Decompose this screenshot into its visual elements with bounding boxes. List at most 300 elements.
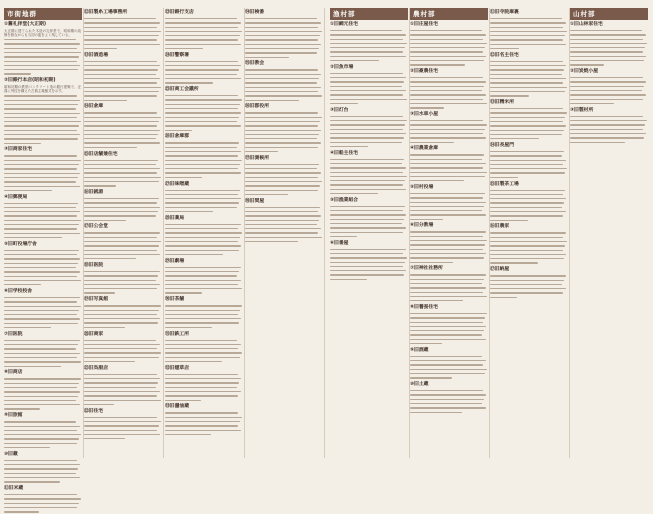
text-line (4, 258, 80, 259)
entry-text-lines (245, 17, 323, 60)
entry-title: ⑫旧製糸工場事務所 (84, 10, 128, 15)
text-line (330, 172, 403, 173)
entry (490, 100, 568, 141)
text-line (84, 258, 136, 259)
text-line (165, 275, 237, 276)
text-line (410, 219, 443, 220)
text-line (165, 142, 239, 143)
text-line (4, 267, 76, 268)
entry-text-lines (4, 94, 82, 146)
text-line (410, 369, 487, 370)
text-line (410, 300, 463, 301)
text-line (330, 90, 406, 91)
text-line (165, 35, 240, 36)
entry (330, 151, 408, 196)
entry (84, 366, 162, 407)
text-line (410, 120, 483, 121)
text-line (330, 73, 403, 74)
text-line (4, 400, 76, 401)
text-line (330, 189, 406, 190)
text-line (490, 288, 566, 289)
text-line (4, 203, 78, 204)
entry-title: ④旧郵便局 (4, 194, 28, 200)
entry-title: ㉗旧味噌蔵 (165, 181, 189, 187)
entry-title: ⑤旧漁業組合 (330, 197, 359, 203)
text-line (165, 267, 241, 268)
text-line (165, 250, 239, 251)
text-line (490, 250, 563, 251)
entry-title: ㊲旧測候所 (245, 155, 269, 161)
text-line (4, 498, 81, 499)
text-line (245, 215, 321, 216)
entry (245, 156, 323, 197)
text-line (490, 241, 567, 242)
text-line (4, 353, 80, 354)
text-line (4, 447, 50, 448)
text-line (84, 310, 159, 311)
entry-body: 昭和初期の鉄筋コンクリート造の銀行建築で、正面に列柱を構えた古典主義様式を示す。 (4, 84, 81, 94)
entry-title: ⑳旧商家 (84, 331, 104, 337)
text-line (570, 30, 642, 31)
text-line (84, 374, 157, 375)
text-line (84, 172, 157, 173)
text-line (165, 374, 238, 375)
entry (4, 486, 82, 514)
text-line (4, 65, 80, 66)
text-line (490, 215, 563, 216)
section-header: 山村部 (570, 8, 648, 20)
text-line (84, 121, 159, 122)
text-line (84, 284, 160, 285)
text-line (4, 39, 76, 40)
text-line (84, 241, 161, 242)
entry-text-lines (245, 205, 323, 244)
entry-title: ㉙旧劇場 (165, 258, 185, 264)
text-line (4, 134, 80, 135)
text-line (245, 164, 319, 165)
text-line (330, 124, 405, 125)
text-line (84, 352, 161, 353)
text-line (165, 352, 242, 353)
text-line (84, 117, 161, 118)
entry-title: ③旧商家住宅 (4, 147, 33, 153)
text-line (330, 159, 404, 160)
text-line (4, 143, 41, 144)
text-line (490, 164, 563, 165)
text-line (84, 404, 114, 405)
entry-title: ①旧山林家住宅 (570, 22, 603, 27)
text-line (4, 263, 78, 264)
text-line (570, 56, 646, 57)
entry-title: ㉘旧薬局 (165, 215, 185, 221)
entry-text-lines (4, 295, 82, 329)
text-line (4, 327, 51, 328)
text-line (490, 220, 528, 221)
text-line (165, 348, 238, 349)
text-line (410, 394, 486, 395)
text-line (84, 147, 137, 148)
text-line (4, 301, 77, 302)
text-line (165, 65, 241, 66)
text-line (410, 142, 454, 143)
text-line (330, 94, 403, 95)
text-line (4, 121, 81, 122)
text-line (570, 86, 644, 87)
text-line (410, 51, 483, 52)
entry (165, 297, 243, 329)
text-line (4, 426, 80, 427)
entry-text-lines (410, 389, 488, 415)
text-line (84, 164, 156, 165)
text-line (245, 112, 318, 113)
text-line (165, 284, 238, 285)
text-line (165, 125, 241, 126)
text-line (4, 477, 80, 478)
text-line (330, 274, 404, 275)
text-line (410, 240, 487, 241)
entry-title: ㉓旧銀行支店 (165, 10, 194, 15)
text-line (245, 172, 321, 173)
text-line (245, 121, 320, 122)
entry-text-lines (490, 274, 568, 300)
text-line (4, 215, 77, 216)
text-line (165, 211, 213, 212)
text-line (330, 232, 403, 233)
text-line (410, 339, 486, 340)
text-line (4, 387, 77, 388)
entry-title: ⑤旧町役場庁舎 (4, 241, 37, 247)
text-line (165, 357, 240, 358)
text-line (245, 78, 319, 79)
text-line (330, 129, 403, 130)
text-line (490, 108, 563, 109)
entry-text-lines (330, 247, 408, 281)
text-line (490, 130, 564, 131)
text-line (165, 177, 202, 178)
entry-title: ㉒旧住宅 (84, 408, 104, 414)
text-line (490, 254, 566, 255)
entry (490, 224, 568, 265)
text-line (165, 241, 238, 242)
text-line (330, 116, 403, 117)
text-line (84, 207, 160, 208)
text-line (4, 117, 77, 118)
text-line (4, 69, 78, 70)
text-line (410, 94, 486, 95)
entry (570, 69, 648, 106)
text-line (410, 43, 487, 44)
text-line (490, 121, 563, 122)
text-line (330, 219, 404, 220)
text-line (4, 408, 40, 409)
entry-text-lines (4, 420, 82, 450)
entry-title: ⑰旧公会堂 (84, 224, 108, 230)
entry (330, 241, 408, 282)
text-line (490, 232, 566, 233)
text-line (410, 244, 485, 245)
text-line (570, 137, 644, 138)
text-line (165, 412, 238, 413)
entry (330, 22, 408, 63)
text-line (165, 305, 242, 306)
text-line (570, 77, 643, 78)
text-line (4, 190, 52, 191)
text-line (410, 249, 483, 250)
entry-text-lines (84, 158, 162, 188)
column-7 (490, 8, 568, 458)
text-line (165, 417, 242, 418)
text-line (4, 383, 79, 384)
text-line (570, 116, 643, 117)
entry-text-lines (4, 38, 82, 77)
text-line (84, 78, 160, 79)
text-line (4, 224, 79, 225)
text-line (410, 103, 487, 104)
text-line (330, 236, 357, 237)
entry (330, 198, 408, 239)
text-line (330, 279, 367, 280)
entry-title: ㉝旧醤油蔵 (165, 404, 189, 410)
text-line (84, 314, 157, 315)
text-line (410, 86, 484, 87)
entry-text-lines (245, 162, 323, 196)
text-line (84, 340, 156, 341)
text-line (410, 129, 485, 130)
entry (84, 53, 162, 102)
text-line (570, 94, 646, 95)
text-line (410, 133, 483, 134)
entry-title: ①旧庄屋住宅 (410, 22, 439, 27)
text-line (490, 237, 563, 238)
text-line (4, 507, 77, 508)
text-line (84, 91, 159, 92)
entry-title: ⑯旧農家 (490, 224, 510, 230)
entry (165, 87, 243, 132)
entry-text-lines (330, 114, 408, 148)
text-line (245, 57, 289, 58)
entry (490, 53, 568, 98)
text-line (245, 100, 299, 101)
text-line (4, 366, 61, 367)
text-line (165, 172, 241, 173)
text-line (165, 164, 240, 165)
entry (490, 267, 568, 299)
text-line (4, 434, 81, 435)
text-line (165, 190, 240, 191)
text-line (84, 245, 159, 246)
text-line (490, 134, 562, 135)
text-line (490, 117, 565, 118)
text-line (490, 31, 567, 32)
text-line (165, 151, 241, 152)
text-line (84, 275, 158, 276)
text-line (410, 326, 486, 327)
entry-title: ⑪旧寺院庫裏 (490, 10, 519, 15)
text-line (4, 73, 31, 74)
entry-text-lines (4, 458, 82, 484)
text-line (4, 228, 77, 229)
text-line (410, 322, 483, 323)
text-line (330, 99, 407, 100)
text-line (490, 245, 565, 246)
text-line (330, 262, 405, 263)
text-line (165, 340, 237, 341)
entry-text-lines (330, 204, 408, 238)
entry-title: ⑯旧銭湯 (84, 190, 104, 196)
text-line (84, 391, 160, 392)
text-line (4, 511, 39, 512)
text-line (570, 81, 646, 82)
text-line (245, 74, 321, 75)
entry-text-lines (410, 76, 488, 110)
text-line (165, 168, 238, 169)
text-line (570, 51, 643, 52)
entry-text-lines (245, 111, 323, 154)
text-line (4, 494, 77, 495)
entry-text-lines (570, 29, 648, 68)
text-line (4, 61, 77, 62)
entry (410, 305, 488, 346)
entry-text-lines (410, 29, 488, 68)
text-line (4, 181, 76, 182)
text-line (410, 231, 486, 232)
text-line (245, 134, 319, 135)
text-line (4, 160, 81, 161)
entry-title: ⑦旧医院 (4, 331, 23, 337)
entry (490, 143, 568, 180)
entry (4, 78, 82, 145)
text-line (490, 258, 564, 259)
text-line (490, 190, 565, 191)
text-line (84, 421, 161, 422)
entry-title: ④旧船主住宅 (330, 150, 359, 156)
text-line (4, 95, 77, 96)
entry-text-lines (490, 188, 568, 222)
text-line (245, 241, 298, 242)
text-line (165, 382, 239, 383)
entry-text-lines (570, 114, 648, 144)
text-line (4, 155, 77, 156)
text-line (165, 44, 241, 45)
text-line (490, 65, 566, 66)
text-line (165, 421, 240, 422)
entry (4, 289, 82, 330)
text-line (84, 130, 160, 131)
text-line (84, 65, 160, 66)
entry-text-lines (4, 338, 82, 368)
text-line (330, 223, 402, 224)
entry-title: ②旧豪農住宅 (410, 69, 439, 75)
text-line (165, 232, 242, 233)
text-line (165, 237, 240, 238)
text-line (165, 318, 241, 319)
text-line (570, 99, 643, 100)
entry (410, 223, 488, 264)
text-line (330, 167, 406, 168)
text-line (4, 314, 77, 315)
entry-title: ㉔旧警察署 (165, 52, 189, 58)
text-line (165, 378, 241, 379)
text-line (84, 344, 160, 345)
text-line (4, 56, 79, 57)
entry (490, 182, 568, 223)
text-line (4, 207, 76, 208)
text-line (490, 78, 566, 79)
text-line (165, 327, 212, 328)
text-line (4, 297, 80, 298)
text-line (84, 112, 157, 113)
text-line (410, 154, 484, 155)
text-line (84, 318, 160, 319)
text-line (84, 288, 157, 289)
text-line (84, 395, 157, 396)
text-line (4, 503, 79, 504)
entry-text-lines (245, 68, 323, 102)
entry (330, 108, 408, 149)
text-line (84, 44, 160, 45)
text-line (570, 120, 647, 121)
entry-title: ㉛旧鉄工所 (165, 331, 189, 337)
entry (165, 332, 243, 364)
text-line (490, 112, 567, 113)
entry (4, 452, 82, 484)
text-line (410, 356, 482, 357)
entry-title: ③旧水車小屋 (410, 112, 439, 118)
text-line (165, 292, 202, 293)
text-line (84, 142, 160, 143)
entry (570, 108, 648, 145)
text-line (245, 130, 321, 131)
entry (84, 10, 162, 51)
entry-title: ㉟旧教会 (245, 61, 265, 67)
entry-title: ⑧旧商店 (4, 370, 23, 376)
text-line (245, 18, 317, 19)
text-line (245, 228, 321, 229)
text-line (4, 430, 77, 431)
entry (84, 152, 162, 189)
text-line (330, 51, 403, 52)
text-line (490, 168, 567, 169)
text-line (84, 202, 157, 203)
text-line (410, 137, 486, 138)
text-line (84, 87, 161, 88)
text-line (490, 284, 562, 285)
text-line (165, 82, 213, 83)
text-line (84, 39, 157, 40)
text-line (165, 280, 241, 281)
text-line (410, 330, 484, 331)
text-line (84, 387, 156, 388)
entry-title: ⑭旧長屋門 (490, 142, 514, 148)
text-line (4, 211, 80, 212)
text-line (330, 120, 407, 121)
text-line (410, 214, 486, 215)
text-line (4, 173, 80, 174)
text-line (245, 168, 317, 169)
entry-text-lines (410, 311, 488, 345)
text-line (245, 117, 322, 118)
entry-text-lines (165, 372, 243, 402)
text-line (330, 77, 406, 78)
entry (410, 69, 488, 110)
text-line (165, 61, 238, 62)
entry-title: ③旧製材所 (570, 107, 594, 113)
entry-title: ⑰旧納屋 (490, 267, 510, 273)
text-line (245, 138, 317, 139)
entry-title: ②旧銀行本店(昭和初期) (4, 78, 56, 84)
text-line (245, 44, 321, 45)
text-line (4, 138, 78, 139)
